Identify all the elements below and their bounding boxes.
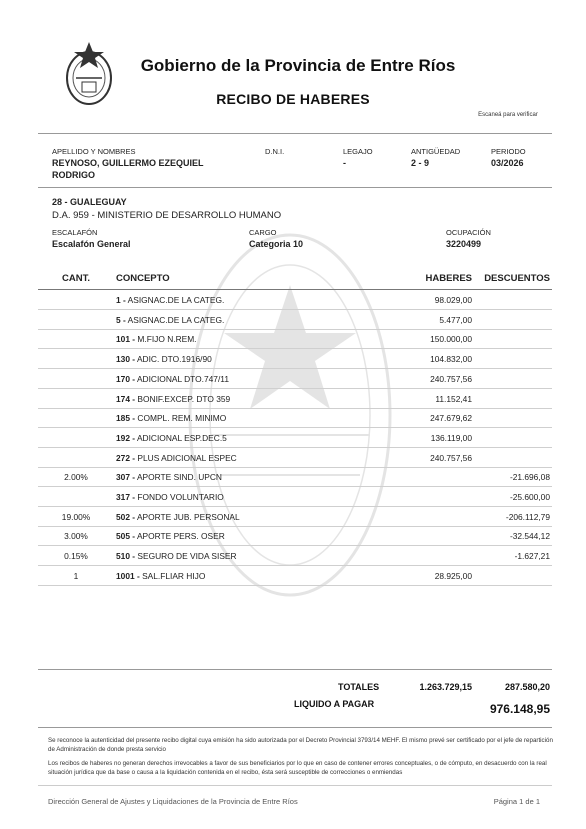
antiguedad-value: 2 - 9 [411,158,430,168]
row-code: 510 - [116,551,136,562]
table-row [38,369,552,389]
row-concept-text: SEGURO DE VIDA SISER [137,551,237,562]
name-label: APELLIDO Y NOMBRES [52,147,136,156]
row-concept-text: M.FIJO N.REM. [137,334,197,345]
row-concept [116,394,230,404]
table-row [38,546,552,566]
row-concept [116,472,222,482]
row-code: 272 - [116,452,136,463]
total-descuentos: 287.580,20 [504,682,550,692]
ocupacion-label: OCUPACIÓN [446,228,491,237]
divider [38,727,552,728]
row-haberes: 136.119,00 [430,432,472,443]
table-row [38,448,552,468]
row-code: 1001 - [116,570,140,581]
legajo-value: - [343,158,346,168]
qr-verify-note: Escaneá para verificar [478,112,538,118]
row-haberes: 240.757,56 [430,452,472,463]
periodo-value: 03/2026 [491,158,524,168]
row-haberes: 11.152,41 [435,393,472,404]
row-concept [116,354,212,364]
row-concept-text: COMPL. REM. MINIMO [137,413,227,424]
row-code: 5 - [116,314,126,325]
row-concept-text: BONIF.EXCEP. DTO 359 [137,393,231,404]
row-code: 317 - [116,492,136,502]
row-descuentos: -21.696,08 [509,472,550,483]
divider [38,187,552,188]
table-row [38,467,552,487]
escalafon-value: Escalafón General [52,239,131,249]
row-code: 502 - [116,511,136,522]
table-row [38,310,552,330]
row-haberes: 104.832,00 [430,354,472,365]
antiguedad-label: ANTIGÜEDAD [411,147,461,156]
row-code: 174 - [116,393,136,404]
row-code: 185 - [116,413,136,424]
table-row [38,290,552,310]
row-concept-text: ASIGNAC.DE LA CATEG. [127,295,225,305]
divider [38,133,552,134]
row-concept [116,531,225,541]
row-descuentos: -25.600,00 [509,492,550,502]
table-row [38,487,552,507]
legal-text-corrections: Los recibos de haberes no generan derechos irrevocables a favor de sus beneficiarios por lo que en caso de contener errores conceptuales, o de cómputo, en desacuerdo con la real situación jurídica que da base o causa a la liquidación contenida en el recibo, ésta será susceptible de correcciones o enmiendas [48,760,547,776]
col-header-haberes: HABERES [425,273,472,284]
row-concept-text: ADIC. DTO.1916/90 [136,354,212,365]
row-concept [116,374,229,384]
col-header-descuentos: DESCUENTOS [484,273,550,284]
row-cant: 1 [73,570,79,581]
row-code: 101 - [116,334,136,345]
row-concept [116,295,224,305]
row-code: 1 - [116,295,126,305]
page-number: Página 1 de 1 [493,797,540,806]
divider [38,785,552,786]
row-haberes: 150.000,00 [430,334,472,345]
row-concept [116,413,226,423]
table-row [38,389,552,409]
row-cant: 19.00% [61,511,91,522]
row-concept-text: ADICIONAL DTO.747/11 [136,373,229,384]
escalafon-label: ESCALAFÓN [52,228,98,237]
periodo-label: PERIODO [491,147,526,156]
row-concept-text: PLUS ADICIONAL ESPEC [137,452,237,463]
row-code: 505 - [116,531,136,542]
row-concept-text: APORTE PERS. OSER [136,531,225,542]
row-haberes: 28.925,00 [434,570,472,581]
totales-label: TOTALES [338,682,380,692]
liquido-value: 976.148,95 [489,702,550,716]
row-descuentos: -32.544,12 [509,531,550,542]
table-row [38,329,552,349]
col-header-cant: CANT. [62,273,90,284]
row-cant: 0.15% [64,551,88,562]
table-row [38,566,552,586]
row-cant: 2.00% [64,472,88,483]
row-concept-text: ASIGNAC.DE LA CATEG. [127,314,225,325]
cargo-label: CARGO [249,228,277,237]
row-cant: 3.00% [64,531,88,542]
row-code: 170 - [116,373,136,384]
document-subtitle: RECIBO DE HABERES [216,91,370,107]
row-concept-text: APORTE JUB. PERSONAL [136,511,240,522]
table-row [38,526,552,546]
row-haberes: 240.757,56 [430,373,472,384]
page-title: Gobierno de la Provincia de Entre Ríos [140,56,456,75]
row-concept-text: FONDO VOLUNTARIO [137,492,224,502]
row-concept [116,551,237,561]
total-haberes: 1.263.729,15 [419,682,472,692]
employee-name-line1: REYNOSO, GUILLERMO EZEQUIEL [52,158,204,168]
row-descuentos: -206.112,79 [505,511,550,522]
row-concept-text: APORTE SIND. UPCN [136,472,222,483]
legal-text-authenticity: Se reconoce la autenticidad del presente recibo digital cuya emisión ha sido autorizada por el Decreto Provincial 3793/14 MEHF. El mismo prevé ser certificado por el jefe de repartición de Administración de donde presta servicio [48,737,553,753]
row-concept [116,512,240,522]
table-row [38,349,552,369]
row-descuentos: -1.627,21 [514,551,550,562]
table-row [38,408,552,428]
row-concept-text: ADICIONAL ESP.DEC.5 [136,432,227,443]
row-code: 192 - [116,432,136,443]
liquido-label: LIQUIDO A PAGAR [294,699,375,709]
dni-label: D.N.I. [265,147,285,156]
cargo-value: Categoria 10 [249,239,304,249]
employee-name-line2: RODRIGO [52,170,96,180]
row-concept [116,334,197,344]
ocupacion-value: 3220499 [446,239,482,249]
department: D.A. 959 - MINISTERIO DE DESARROLLO HUMANO [52,210,282,221]
row-haberes: 5.477,00 [439,314,472,325]
legajo-label: LEGAJO [343,147,373,156]
row-haberes: 98.029,00 [434,295,472,305]
row-concept [116,453,237,463]
row-concept [116,433,227,443]
row-concept [116,492,224,502]
row-code: 130 - [116,354,136,365]
table-row [38,428,552,448]
row-code: 307 - [116,472,136,483]
table-row [38,507,552,527]
row-concept [116,315,224,325]
row-concept [116,571,205,581]
row-concept-text: SAL.FLIAR HIJO [142,570,206,581]
col-header-concepto: CONCEPTO [116,273,170,284]
divider [38,669,552,670]
location: 28 - GUALEGUAY [52,197,127,207]
row-haberes: 247.679,62 [430,413,472,424]
footer-issuer: Dirección General de Ajustes y Liquidaciones de la Provincia de Entre Ríos [48,797,298,806]
